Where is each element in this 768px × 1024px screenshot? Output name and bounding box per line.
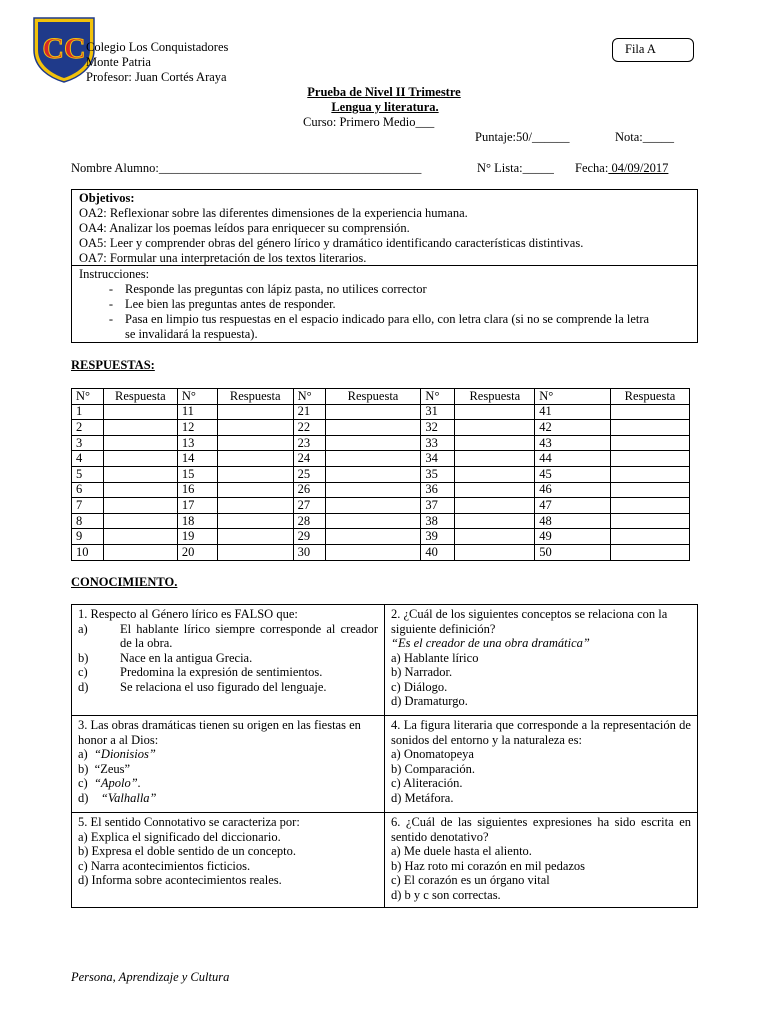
answer-number: 7 bbox=[72, 498, 104, 514]
answer-number: 15 bbox=[177, 466, 217, 482]
instruction-item bbox=[79, 282, 690, 297]
answer-number: 8 bbox=[72, 513, 104, 529]
answer-number: 37 bbox=[421, 498, 455, 514]
answer-number: 26 bbox=[293, 482, 325, 498]
option-text: “Dionisios” bbox=[93, 747, 156, 761]
answer-number: 1 bbox=[72, 404, 104, 420]
option bbox=[78, 680, 378, 695]
option-text: “Apolo”. bbox=[93, 776, 141, 790]
answer-cell bbox=[325, 529, 421, 545]
answer-number: 35 bbox=[421, 466, 455, 482]
option bbox=[78, 791, 378, 806]
answer-cell bbox=[325, 435, 421, 451]
col-num: N° bbox=[535, 389, 611, 405]
footer-motto: Persona, Aprendizaje y Cultura bbox=[71, 970, 230, 984]
option: d) b y c son correctas. bbox=[391, 887, 501, 902]
answer-cell bbox=[455, 404, 535, 420]
answer-row bbox=[72, 544, 690, 560]
answer-cell bbox=[103, 435, 177, 451]
fecha-value: 04/09/2017 bbox=[608, 161, 669, 175]
option: d) Informa sobre acontecimientos reales. bbox=[78, 873, 282, 887]
question-3 bbox=[72, 716, 385, 813]
option: a) Me duele hasta el aliento. bbox=[391, 844, 532, 858]
instructions-box bbox=[71, 265, 698, 343]
answer-cell bbox=[325, 420, 421, 436]
answer-row bbox=[72, 435, 690, 451]
question-text: 1. Respecto al Género lírico es FALSO que: bbox=[78, 607, 298, 621]
answer-number: 39 bbox=[421, 529, 455, 545]
col-num: N° bbox=[293, 389, 325, 405]
col-respuesta: Respuesta bbox=[325, 389, 421, 405]
answer-number: 36 bbox=[421, 482, 455, 498]
answer-cell bbox=[611, 420, 690, 436]
col-num: N° bbox=[421, 389, 455, 405]
answer-number: 17 bbox=[177, 498, 217, 514]
answer-number: 44 bbox=[535, 451, 611, 467]
col-respuesta: Respuesta bbox=[455, 389, 535, 405]
question-text: 3. Las obras dramáticas tienen su origen en las fiestas en honor a al Dios: bbox=[78, 718, 361, 747]
answer-row bbox=[72, 482, 690, 498]
test-title-text: Prueba de Nivel II Trimestre bbox=[307, 85, 461, 99]
option-letter: d) bbox=[78, 679, 89, 694]
answer-cell bbox=[611, 482, 690, 498]
fecha-field bbox=[575, 161, 668, 176]
answers-header-row bbox=[72, 389, 690, 405]
subject-title-text: Lengua y literatura. bbox=[331, 100, 439, 114]
answer-cell bbox=[103, 466, 177, 482]
student-name-field: Nombre Alumno:__________________________________________ bbox=[71, 161, 422, 175]
answer-number: 40 bbox=[421, 544, 455, 560]
answer-number: 49 bbox=[535, 529, 611, 545]
answer-cell bbox=[455, 482, 535, 498]
option bbox=[78, 665, 378, 680]
answer-number: 25 bbox=[293, 466, 325, 482]
answer-cell bbox=[325, 513, 421, 529]
answer-number: 20 bbox=[177, 544, 217, 560]
question-2 bbox=[385, 605, 698, 716]
answer-number: 19 bbox=[177, 529, 217, 545]
puntaje-field: Puntaje:50/______ bbox=[475, 130, 570, 144]
answer-cell bbox=[611, 435, 690, 451]
answer-number: 13 bbox=[177, 435, 217, 451]
answer-cell bbox=[611, 498, 690, 514]
option: c) El corazón es un órgano vital bbox=[391, 873, 550, 887]
option: d) Dramaturgo. bbox=[391, 694, 468, 708]
option-letter: d) bbox=[78, 790, 101, 805]
answer-cell bbox=[217, 498, 293, 514]
answer-cell bbox=[611, 404, 690, 420]
answer-row bbox=[72, 404, 690, 420]
question-4 bbox=[385, 716, 698, 813]
option: c) Diálogo. bbox=[391, 679, 448, 694]
col-num: N° bbox=[72, 389, 104, 405]
col-respuesta: Respuesta bbox=[611, 389, 690, 405]
option bbox=[78, 622, 378, 651]
question-text: 5. El sentido Connotativo se caracteriza por: bbox=[78, 815, 300, 829]
instruction-text: Lee bien las preguntas antes de responder. bbox=[125, 297, 336, 311]
option bbox=[78, 651, 378, 666]
question-5 bbox=[72, 813, 385, 908]
answer-cell bbox=[217, 466, 293, 482]
questions-table bbox=[71, 604, 698, 908]
answer-cell bbox=[217, 420, 293, 436]
subject-title bbox=[0, 100, 768, 115]
answers-table bbox=[71, 388, 690, 561]
answer-row bbox=[72, 498, 690, 514]
answer-cell bbox=[217, 451, 293, 467]
answer-number: 4 bbox=[72, 451, 104, 467]
col-num: N° bbox=[177, 389, 217, 405]
option: b) Haz roto mi corazón en mil pedazos bbox=[391, 858, 586, 873]
option-letter: c) bbox=[78, 665, 88, 679]
answer-number: 16 bbox=[177, 482, 217, 498]
option: a) Onomatopeya bbox=[391, 747, 474, 761]
answer-cell bbox=[455, 498, 535, 514]
question-row bbox=[72, 605, 698, 716]
answer-cell bbox=[217, 544, 293, 560]
objective-oa4: OA4: Analizar los poemas leídos para enriquecer su comprensión. bbox=[79, 221, 410, 235]
answer-cell bbox=[103, 482, 177, 498]
option-text: “Valhalla” bbox=[100, 790, 157, 805]
answer-number: 42 bbox=[535, 420, 611, 436]
answer-cell bbox=[455, 466, 535, 482]
answer-number: 21 bbox=[293, 404, 325, 420]
answer-number: 24 bbox=[293, 451, 325, 467]
answer-number: 22 bbox=[293, 420, 325, 436]
answer-cell bbox=[611, 529, 690, 545]
answer-number: 47 bbox=[535, 498, 611, 514]
fecha-label: Fecha: bbox=[575, 161, 609, 175]
answer-cell bbox=[217, 482, 293, 498]
answer-number: 50 bbox=[535, 544, 611, 560]
answer-cell bbox=[325, 404, 421, 420]
col-respuesta: Respuesta bbox=[217, 389, 293, 405]
answer-cell bbox=[611, 513, 690, 529]
teacher-name: Profesor: Juan Cortés Araya bbox=[86, 70, 227, 84]
answer-row bbox=[72, 420, 690, 436]
answer-number: 31 bbox=[421, 404, 455, 420]
objectives-box bbox=[71, 189, 698, 266]
school-city: Monte Patria bbox=[86, 55, 151, 69]
answer-number: 48 bbox=[535, 513, 611, 529]
option: c) Narra acontecimientos ficticios. bbox=[78, 858, 251, 873]
svg-text:CC: CC bbox=[42, 32, 86, 65]
answer-cell bbox=[325, 466, 421, 482]
course-line: Curso: Primero Medio___ bbox=[303, 115, 435, 129]
answers-heading: RESPUESTAS: bbox=[71, 358, 155, 372]
instruction-text: Pasa en limpio tus respuestas en el espacio indicado para ello, con letra clara (si no se comprende la letra se invalidará la respuesta). bbox=[125, 312, 650, 341]
answer-cell bbox=[217, 513, 293, 529]
answer-number: 10 bbox=[72, 544, 104, 560]
option-letter: a) bbox=[78, 621, 88, 636]
objective-oa2: OA2: Reflexionar sobre las diferentes dimensiones de la experiencia humana. bbox=[79, 206, 468, 220]
answer-number: 34 bbox=[421, 451, 455, 467]
option: a) Hablante lírico bbox=[391, 650, 479, 665]
instructions-heading: Instrucciones: bbox=[79, 267, 150, 281]
answer-number: 30 bbox=[293, 544, 325, 560]
instruction-item bbox=[79, 297, 690, 312]
answer-cell bbox=[611, 466, 690, 482]
nota-field: Nota:_____ bbox=[615, 130, 675, 144]
answer-cell bbox=[217, 404, 293, 420]
answer-cell bbox=[455, 544, 535, 560]
answer-row bbox=[72, 451, 690, 467]
answer-number: 6 bbox=[72, 482, 104, 498]
answer-number: 2 bbox=[72, 420, 104, 436]
answer-row bbox=[72, 529, 690, 545]
answer-number: 45 bbox=[535, 466, 611, 482]
fila-box: Fila A bbox=[612, 38, 694, 62]
instruction-item bbox=[79, 312, 690, 342]
question-1 bbox=[72, 605, 385, 716]
option-text: “Zeus” bbox=[94, 761, 131, 776]
option: a) Explica el significado del diccionario. bbox=[78, 829, 281, 844]
answer-number: 9 bbox=[72, 529, 104, 545]
answer-number: 38 bbox=[421, 513, 455, 529]
answer-cell bbox=[611, 544, 690, 560]
answer-cell bbox=[455, 451, 535, 467]
answer-cell bbox=[103, 420, 177, 436]
answer-cell bbox=[103, 451, 177, 467]
col-respuesta: Respuesta bbox=[103, 389, 177, 405]
answer-number: 18 bbox=[177, 513, 217, 529]
answer-number: 14 bbox=[177, 451, 217, 467]
answer-cell bbox=[325, 482, 421, 498]
option-text: Nace en la antigua Grecia. bbox=[120, 650, 253, 665]
answer-number: 3 bbox=[72, 435, 104, 451]
answer-cell bbox=[103, 529, 177, 545]
answer-number: 43 bbox=[535, 435, 611, 451]
answer-cell bbox=[455, 420, 535, 436]
bullet-dash: - bbox=[108, 282, 113, 296]
question-row bbox=[72, 813, 698, 908]
answer-number: 32 bbox=[421, 420, 455, 436]
question-text: 2. ¿Cuál de los siguientes conceptos se relaciona con la siguiente definición? bbox=[391, 607, 668, 636]
objectives-heading: Objetivos: bbox=[79, 191, 135, 205]
answer-cell bbox=[611, 451, 690, 467]
answer-number: 27 bbox=[293, 498, 325, 514]
answer-cell bbox=[455, 529, 535, 545]
bullet-dash: - bbox=[108, 312, 113, 326]
answer-cell bbox=[103, 404, 177, 420]
answer-cell bbox=[455, 513, 535, 529]
question-quote: “Es el creador de una obra dramática” bbox=[391, 636, 590, 650]
answer-number: 46 bbox=[535, 482, 611, 498]
option-text: Predomina la expresión de sentimientos. bbox=[120, 665, 323, 679]
question-6 bbox=[385, 813, 698, 908]
answer-row bbox=[72, 513, 690, 529]
answer-cell bbox=[103, 513, 177, 529]
option: d) Metáfora. bbox=[391, 790, 454, 805]
answer-cell bbox=[103, 544, 177, 560]
option-text: El hablante lírico siempre corresponde al creador de la obra. bbox=[120, 621, 378, 650]
instruction-text: Responde las preguntas con lápiz pasta, no utilices corrector bbox=[125, 282, 427, 296]
school-name: Colegio Los Conquistadores bbox=[86, 40, 229, 54]
option: c) Aliteración. bbox=[391, 776, 463, 790]
option-letter: b) bbox=[78, 650, 89, 665]
option-letter: a) bbox=[78, 747, 94, 761]
lista-field: N° Lista:_____ bbox=[477, 161, 554, 175]
option-letter: b) bbox=[78, 761, 95, 776]
answer-cell bbox=[217, 435, 293, 451]
option: b) Expresa el doble sentido de un concepto. bbox=[78, 844, 296, 858]
answer-row bbox=[72, 466, 690, 482]
answer-number: 28 bbox=[293, 513, 325, 529]
objective-oa7: OA7: Formular una interpretación de los textos literarios. bbox=[79, 251, 367, 265]
option bbox=[78, 776, 378, 791]
answer-cell bbox=[103, 498, 177, 514]
option bbox=[78, 762, 378, 777]
answer-cell bbox=[455, 435, 535, 451]
objective-oa5: OA5: Leer y comprender obras del género lírico y dramático identificando características distintivas. bbox=[79, 236, 584, 250]
answer-cell bbox=[325, 498, 421, 514]
answer-cell bbox=[217, 529, 293, 545]
question-text: 6. ¿Cuál de las siguientes expresiones ha sido escrita en sentido denotativo? bbox=[391, 815, 691, 844]
answer-number: 12 bbox=[177, 420, 217, 436]
bullet-dash: - bbox=[108, 297, 113, 311]
question-row bbox=[72, 716, 698, 813]
question-text: 4. La figura literaria que corresponde a la representación de sonidos del entorno y la naturaleza es: bbox=[391, 718, 691, 747]
answer-number: 5 bbox=[72, 466, 104, 482]
option-letter: c) bbox=[78, 776, 94, 790]
test-title bbox=[0, 85, 768, 100]
answer-number: 11 bbox=[177, 404, 217, 420]
answer-number: 29 bbox=[293, 529, 325, 545]
answer-cell bbox=[325, 544, 421, 560]
answer-number: 33 bbox=[421, 435, 455, 451]
option bbox=[78, 747, 378, 762]
option: b) Narrador. bbox=[391, 665, 453, 679]
knowledge-heading: CONOCIMIENTO. bbox=[71, 575, 178, 589]
option-text: Se relaciona el uso figurado del lenguaje. bbox=[120, 679, 327, 694]
answer-number: 23 bbox=[293, 435, 325, 451]
answer-cell bbox=[325, 451, 421, 467]
answer-number: 41 bbox=[535, 404, 611, 420]
option: b) Comparación. bbox=[391, 761, 476, 776]
